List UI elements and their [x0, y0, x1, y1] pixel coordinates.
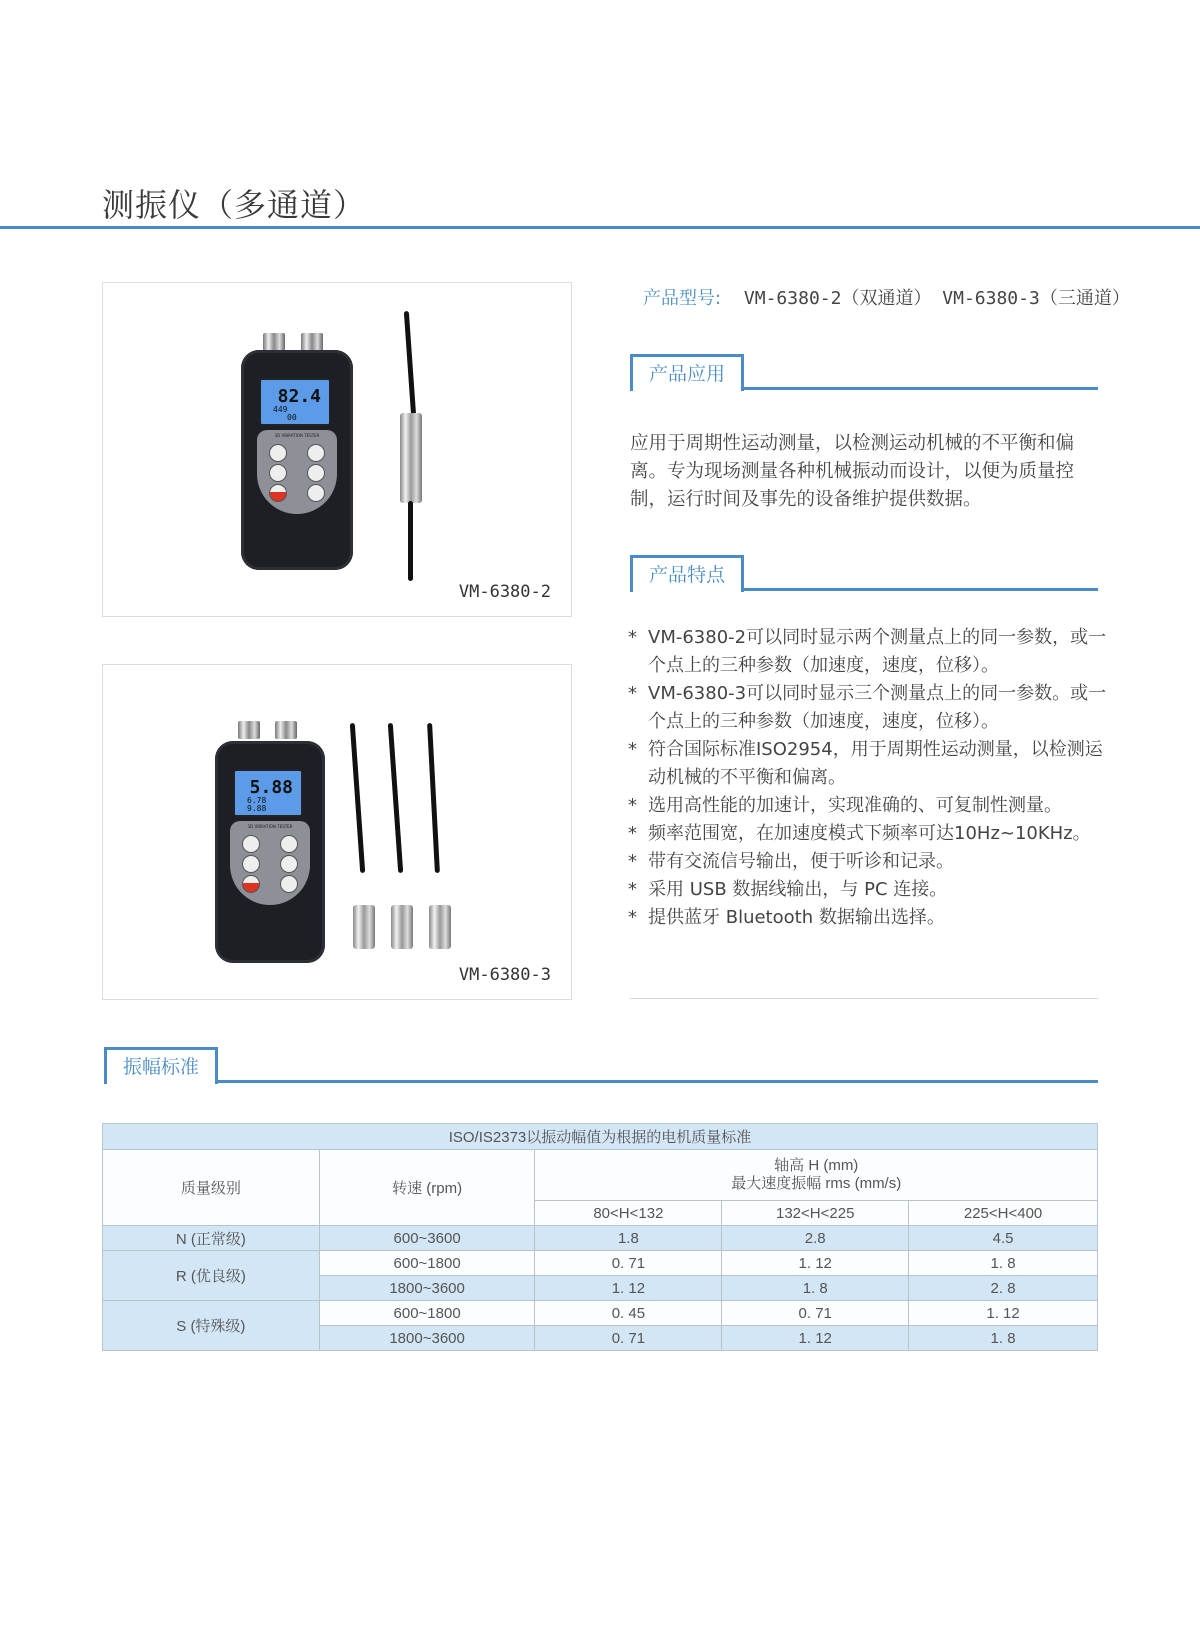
value-cell: 4.5: [909, 1226, 1098, 1251]
lcd-sub1: 6.78: [247, 796, 267, 805]
value-cell: 0. 71: [535, 1251, 722, 1276]
feature-item: [628, 680, 1114, 736]
lcd-main-value: 5.88: [249, 777, 293, 798]
sensor-cable: [408, 501, 413, 581]
connector: [275, 721, 297, 739]
feature-text: 提供蓝牙 Bluetooth 数据输出选择。: [648, 907, 945, 928]
device-body: [215, 741, 325, 963]
lcd-main-value: 82.4: [277, 386, 321, 407]
feature-text: 选用高性能的加速计，实现准确的、可复制性测量。: [648, 795, 1062, 816]
sensor-probe: [429, 905, 451, 949]
features-list: [628, 624, 1114, 932]
value-cell: 1.8: [535, 1226, 722, 1251]
power-key: [242, 875, 260, 893]
connector: [301, 333, 323, 351]
table-row: [103, 1226, 1098, 1251]
lcd-sub2: 9.88: [247, 804, 267, 813]
bullet-star: *: [628, 823, 637, 844]
feature-text: VM-6380-2可以同时显示两个测量点上的同一参数，或一个点上的三种参数（加速度，速度，位移）。: [648, 627, 1107, 676]
key-button: [269, 464, 287, 482]
value-cell: 1. 12: [535, 1276, 722, 1301]
bullet-star: *: [628, 879, 637, 900]
value-cell: 0. 71: [722, 1301, 909, 1326]
section-header-features: [630, 555, 1098, 591]
section-header-application: [630, 354, 1098, 390]
lcd-screen: [259, 378, 331, 426]
key-button: [280, 855, 298, 873]
speed-cell: 600~1800: [319, 1301, 535, 1326]
bullet-star: *: [628, 683, 637, 704]
header-height-line1: 轴高 H (mm): [774, 1157, 859, 1174]
header-height: [535, 1150, 1098, 1201]
product-image-vm-6380-3: [102, 664, 572, 1000]
vibration-standard-table: [102, 1123, 1098, 1351]
brand-strip: 3D VIBRATION TESTER: [274, 433, 320, 438]
header-speed: 转速 (rpm): [319, 1150, 535, 1226]
sensor-probe: [400, 413, 422, 503]
feature-text: 带有交流信号输出，便于听诊和记录。: [648, 851, 954, 872]
feature-item: [628, 876, 1114, 904]
bullet-star: *: [628, 739, 637, 760]
value-cell: 0. 45: [535, 1301, 722, 1326]
section-header-standard: [104, 1047, 1098, 1083]
key-button: [269, 444, 287, 462]
header-range: 225<H<400: [909, 1201, 1098, 1226]
feature-item: [628, 624, 1114, 680]
key-button: [307, 484, 325, 502]
header-range: 132<H<225: [722, 1201, 909, 1226]
key-button: [307, 444, 325, 462]
bullet-star: *: [628, 795, 637, 816]
speed-cell: 1800~3600: [319, 1326, 535, 1351]
feature-item: [628, 848, 1114, 876]
section-title: 振幅标准: [104, 1047, 218, 1084]
value-cell: 1. 12: [722, 1251, 909, 1276]
value-cell: 1. 8: [909, 1251, 1098, 1276]
model-label: 产品型号:: [643, 288, 722, 309]
key-button: [307, 464, 325, 482]
image-caption: VM-6380-3: [458, 965, 551, 985]
grade-cell: R (优良级): [103, 1251, 320, 1301]
lcd-sub2: 00: [287, 413, 297, 422]
section-rule: [104, 1080, 1098, 1083]
image-caption: VM-6380-2: [458, 582, 551, 602]
bullet-star: *: [628, 851, 637, 872]
value-cell: 0. 71: [535, 1326, 722, 1351]
model-line: [643, 284, 1130, 310]
value-cell: 1. 8: [722, 1276, 909, 1301]
application-text: 应用于周期性运动测量，以检测运动机械的不平衡和偏离。专为现场测量各种机械振动而设计，以便为质量控制，运行时间及事先的设备维护提供数据。: [630, 433, 1075, 510]
speed-cell: 600~3600: [319, 1226, 535, 1251]
feature-item: [628, 792, 1114, 820]
section-title: 产品应用: [630, 354, 744, 391]
power-key: [269, 484, 287, 502]
header-grade: 质量级别: [103, 1150, 320, 1226]
value-cell: 2. 8: [909, 1276, 1098, 1301]
brand-strip: 3D VIBRATION TESTER: [247, 824, 293, 829]
title-rule: [0, 226, 1200, 229]
value-cell: 1. 12: [909, 1301, 1098, 1326]
value-cell: 1. 8: [909, 1326, 1098, 1351]
speed-cell: 600~1800: [319, 1251, 535, 1276]
lcd-screen: [233, 769, 303, 817]
table-row: [103, 1301, 1098, 1326]
table-title: ISO/IS2373以振动幅值为根据的电机质量标准: [103, 1124, 1098, 1150]
header-range: 80<H<132: [535, 1201, 722, 1226]
key-button: [242, 835, 260, 853]
feature-text: 频率范围宽，在加速度模式下频率可达10Hz~10KHz。: [648, 823, 1091, 844]
grade-cell: N (正常级): [103, 1226, 320, 1251]
feature-item: [628, 820, 1114, 848]
sensor-probe: [353, 905, 375, 949]
key-button: [242, 855, 260, 873]
grade-cell: S (特殊级): [103, 1301, 320, 1351]
feature-text: VM-6380-3可以同时显示三个测量点上的同一参数。或一个点上的三种参数（加速度，速度，位移）。: [648, 683, 1107, 732]
page-title: 测振仪（多通道）: [102, 186, 367, 224]
value-cell: 2.8: [722, 1226, 909, 1251]
connector: [263, 333, 285, 351]
feature-item: [628, 904, 1114, 932]
sensor-cable: [350, 723, 365, 873]
sensor-cable: [388, 723, 403, 873]
keypad: [257, 430, 337, 514]
feature-item: [628, 736, 1114, 792]
divider: [630, 998, 1098, 999]
product-image-vm-6380-2: [102, 282, 572, 617]
table-row: [103, 1251, 1098, 1276]
feature-text: 符合国际标准ISO2954，用于周期性运动测量，以检测运动机械的不平衡和偏离。: [648, 739, 1103, 788]
sensor-cable: [427, 723, 440, 873]
speed-cell: 1800~3600: [319, 1276, 535, 1301]
connector: [238, 721, 260, 739]
bullet-star: *: [628, 627, 637, 648]
key-button: [280, 875, 298, 893]
model-value: VM-6380-2（双通道） VM-6380-3（三通道）: [743, 288, 1130, 309]
sensor-probe: [391, 905, 413, 949]
section-title: 产品特点: [630, 555, 744, 592]
key-button: [280, 835, 298, 853]
feature-text: 采用 USB 数据线输出，与 PC 连接。: [648, 879, 948, 900]
lcd-sub1: 449: [273, 405, 288, 414]
device-body: [241, 350, 353, 570]
value-cell: 1. 12: [722, 1326, 909, 1351]
keypad: [230, 821, 310, 905]
bullet-star: *: [628, 907, 637, 928]
header-height-line2: 最大速度振幅 rms (mm/s): [731, 1175, 902, 1192]
